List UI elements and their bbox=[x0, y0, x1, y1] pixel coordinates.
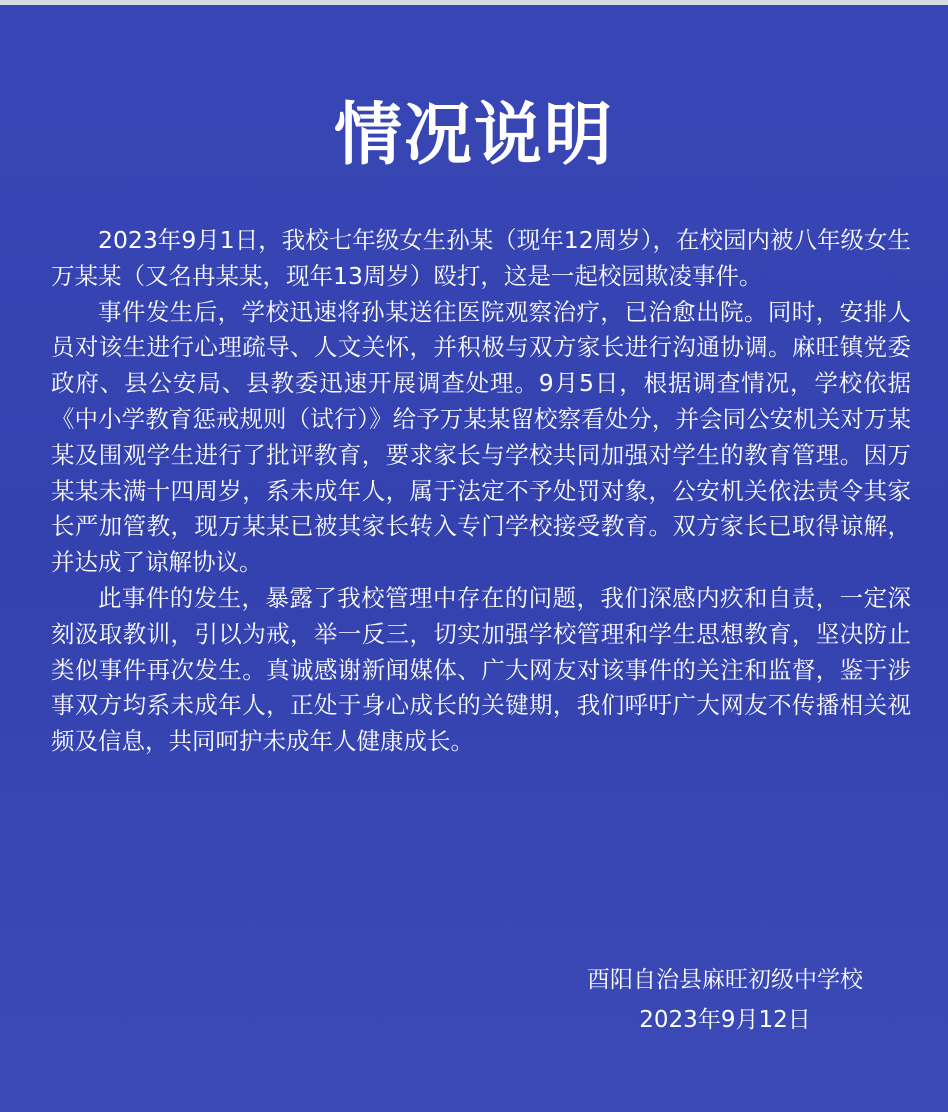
notice-body bbox=[51, 223, 911, 760]
paragraph-apology: 此事件的发生，暴露了我校管理中存在的问题，我们深感内疚和自责，一定深刻汲取教训，引以为戒，举一反三，切实加强学校管理和学生思想教育，坚决防止类似事件再次发生。真诚感谢新闻媒体、广大网友对该事件的关注和监督，鉴于涉事双方均系未成年人，正处于身心成长的关键期，我们呼吁广大网友不传播相关视频及信息，共同呵护未成年人健康成长。 bbox=[51, 583, 911, 756]
notice-document bbox=[0, 5, 948, 1112]
notice-title: 情况说明 bbox=[333, 96, 614, 175]
paragraph-handling: 事件发生后，学校迅速将孙某送往医院观察治疗，已治愈出院。同时，安排人员对该生进行心理疏导、人文关怀，并积极与双方家长进行沟通协调。麻旺镇党委政府、县公安局、县教委迅速开展调查处理。9月5日，根据调查情况，学校依据《中小学教育惩戒规则（试行）》给予万某某留校察看处分，并会同公安机关对万某某及围观学生进行了批评教育，要求家长与学校共同加强对学生的教育管理。因万某某未满十四周岁，系未成年人，属于法定不予处罚对象，公安机关依法责令其家长严加管教，现万某某已被其家长转入专门学校接受教育。双方家长已取得谅解，并达成了谅解协议。 bbox=[51, 297, 911, 577]
signature-date: 2023年9月12日 bbox=[639, 1007, 811, 1033]
paragraph-incident: 2023年9月1日，我校七年级女生孙某（现年12周岁），在校园内被八年级女生万某某（又名冉某某，现年13周岁）殴打，这是一起校园欺凌事件。 bbox=[51, 226, 911, 290]
signature-organization: 酉阳自治县麻旺初级中学校 bbox=[587, 967, 863, 993]
signature-block bbox=[560, 960, 890, 1040]
